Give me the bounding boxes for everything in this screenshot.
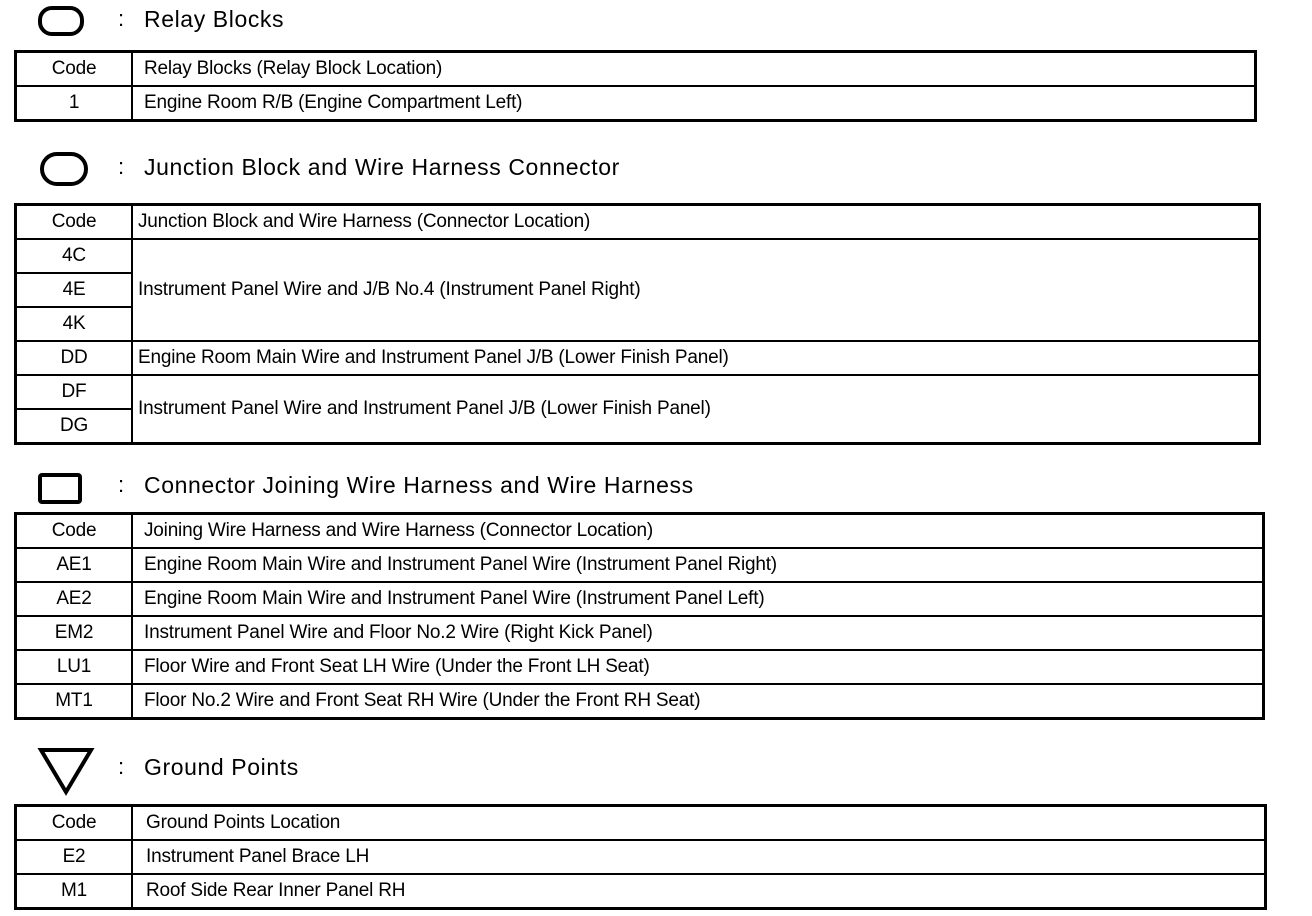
row-description: Floor Wire and Front Seat LH Wire (Under the Front LH Seat): [132, 650, 1264, 684]
table-row: [16, 616, 1264, 650]
table-row: [16, 375, 1260, 409]
row-description: Instrument Panel Wire and Floor No.2 Wire (Right Kick Panel): [132, 616, 1264, 650]
row-code: AE2: [16, 582, 133, 616]
row-code: LU1: [16, 650, 133, 684]
row-code: 4K: [16, 307, 133, 341]
row-code: DG: [16, 409, 133, 444]
table-row: [16, 874, 1266, 909]
triangle-down-icon: [36, 746, 96, 796]
ground-points-table: [14, 804, 1267, 910]
square-icon: [36, 470, 86, 506]
row-code: 1: [16, 86, 133, 121]
table-row: [16, 341, 1260, 375]
row-code: 4E: [16, 273, 133, 307]
table-row: [16, 650, 1264, 684]
header-code: Code: [16, 205, 133, 240]
header-code: Code: [16, 806, 133, 841]
table-row: [16, 582, 1264, 616]
relay-blocks-table: [14, 50, 1257, 122]
section-colon: :: [118, 154, 125, 179]
table-header-row: [16, 806, 1266, 841]
table-row: [16, 86, 1256, 121]
row-description: Instrument Panel Wire and Instrument Panel J/B (Lower Finish Panel): [132, 375, 1260, 444]
row-description: Engine Room R/B (Engine Compartment Left): [132, 86, 1256, 121]
oval-icon: [38, 150, 90, 188]
table-row: [16, 684, 1264, 719]
row-description: Engine Room Main Wire and Instrument Panel Wire (Instrument Panel Right): [132, 548, 1264, 582]
row-description: Instrument Panel Wire and J/B No.4 (Instrument Panel Right): [132, 239, 1260, 341]
row-description: Floor No.2 Wire and Front Seat RH Wire (Under the Front RH Seat): [132, 684, 1264, 719]
row-code: M1: [16, 874, 133, 909]
row-description: Roof Side Rear Inner Panel RH: [132, 874, 1266, 909]
table-row: [16, 239, 1260, 273]
section-colon: :: [118, 472, 125, 497]
section-title: Connector Joining Wire Harness and Wire Harness: [144, 472, 694, 498]
header-location: Relay Blocks (Relay Block Location): [132, 52, 1256, 87]
section-colon: :: [118, 6, 125, 31]
table-row: [16, 548, 1264, 582]
row-description: Engine Room Main Wire and Instrument Panel Wire (Instrument Panel Left): [132, 582, 1264, 616]
table-header-row: [16, 205, 1260, 240]
rounded-rect-icon: [36, 4, 86, 38]
row-description: Instrument Panel Brace LH: [132, 840, 1266, 874]
header-location: Joining Wire Harness and Wire Harness (Connector Location): [132, 514, 1264, 549]
section-colon: :: [118, 754, 125, 779]
table-row: [16, 840, 1266, 874]
section-title: Junction Block and Wire Harness Connector: [144, 154, 620, 180]
connector-joining-table: [14, 512, 1265, 720]
table-header-row: [16, 514, 1264, 549]
row-code: 4C: [16, 239, 133, 273]
section-title: Ground Points: [144, 754, 299, 780]
header-location: Junction Block and Wire Harness (Connector Location): [132, 205, 1260, 240]
header-location: Ground Points Location: [132, 806, 1266, 841]
row-code: DF: [16, 375, 133, 409]
row-code: MT1: [16, 684, 133, 719]
row-code: DD: [16, 341, 133, 375]
section-title: Relay Blocks: [144, 6, 285, 32]
table-header-row: [16, 52, 1256, 87]
header-code: Code: [16, 514, 133, 549]
header-code: Code: [16, 52, 133, 87]
row-code: AE1: [16, 548, 133, 582]
row-code: EM2: [16, 616, 133, 650]
row-code: E2: [16, 840, 133, 874]
junction-block-table: [14, 203, 1261, 445]
row-description: Engine Room Main Wire and Instrument Panel J/B (Lower Finish Panel): [132, 341, 1260, 375]
